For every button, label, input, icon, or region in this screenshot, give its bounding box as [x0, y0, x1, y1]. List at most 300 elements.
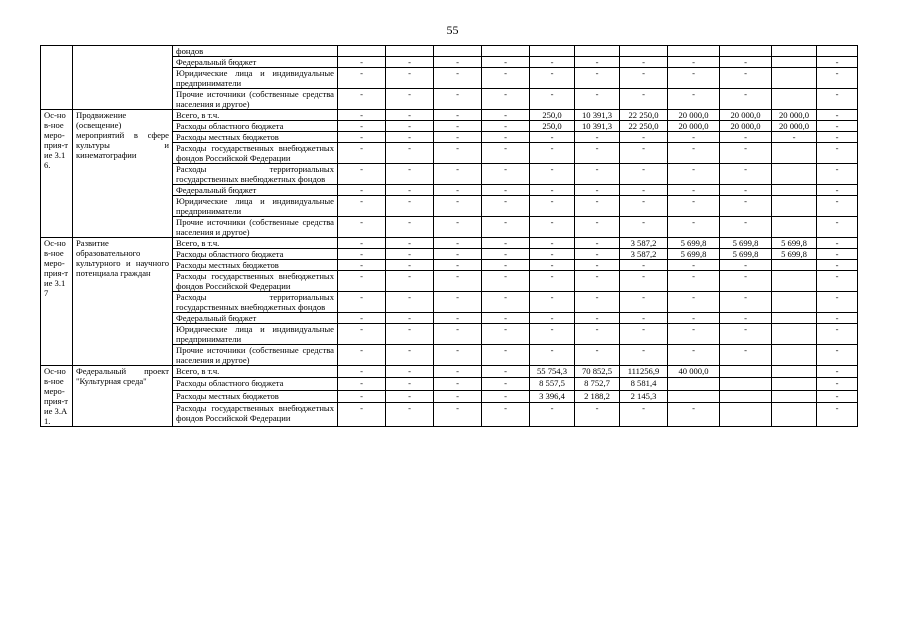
value-cell: 10 391,3 [575, 110, 620, 121]
value-cell: - [530, 196, 575, 217]
value-cell: - [817, 196, 858, 217]
value-cell: - [482, 378, 530, 390]
event-status-cell: Ос-нов-ное меро-прия-тие 3.17 [41, 238, 73, 366]
table-row [41, 46, 858, 57]
value-cell: - [434, 249, 482, 260]
value-cell: 250,0 [530, 110, 575, 121]
value-cell [720, 390, 772, 402]
value-cell [772, 46, 817, 57]
value-cell: 5 699,8 [772, 249, 817, 260]
value-cell: - [668, 271, 720, 292]
funding-source-cell: Расходы местных бюджетов [173, 132, 338, 143]
value-cell: - [434, 185, 482, 196]
value-cell: 55 754,3 [530, 366, 575, 378]
value-cell: - [575, 196, 620, 217]
value-cell: - [338, 249, 386, 260]
value-cell: - [434, 292, 482, 313]
value-cell: - [338, 390, 386, 402]
value-cell: - [620, 217, 668, 238]
value-cell: - [338, 403, 386, 427]
value-cell: - [817, 217, 858, 238]
event-name-cell: Федеральный проект "Культурная среда" [73, 366, 173, 427]
value-cell: - [482, 217, 530, 238]
value-cell: - [434, 57, 482, 68]
value-cell: - [338, 378, 386, 390]
value-cell [772, 185, 817, 196]
value-cell: - [575, 403, 620, 427]
value-cell: - [817, 403, 858, 427]
value-cell: - [386, 260, 434, 271]
value-cell [720, 46, 772, 57]
value-cell: - [817, 185, 858, 196]
value-cell: - [620, 196, 668, 217]
value-cell: - [338, 110, 386, 121]
value-cell: - [575, 260, 620, 271]
value-cell: - [386, 249, 434, 260]
value-cell: - [817, 121, 858, 132]
value-cell: - [720, 164, 772, 185]
value-cell: 5 699,8 [772, 238, 817, 249]
value-cell: - [575, 217, 620, 238]
value-cell: 8 752,7 [575, 378, 620, 390]
value-cell: - [817, 110, 858, 121]
value-cell: - [817, 345, 858, 366]
value-cell: - [817, 249, 858, 260]
value-cell: - [434, 403, 482, 427]
value-cell [434, 46, 482, 57]
value-cell: - [720, 260, 772, 271]
value-cell: - [434, 121, 482, 132]
value-cell: - [620, 403, 668, 427]
value-cell: - [575, 143, 620, 164]
event-name-cell [73, 46, 173, 110]
value-cell: - [338, 89, 386, 110]
value-cell [720, 403, 772, 427]
funding-source-cell: Федеральный бюджет [173, 185, 338, 196]
value-cell: - [530, 143, 575, 164]
value-cell: - [575, 89, 620, 110]
value-cell: - [434, 196, 482, 217]
value-cell [668, 378, 720, 390]
value-cell: - [482, 292, 530, 313]
value-cell: - [482, 345, 530, 366]
value-cell: - [530, 57, 575, 68]
value-cell [772, 89, 817, 110]
value-cell: 3 587,2 [620, 249, 668, 260]
value-cell: - [668, 260, 720, 271]
funding-source-cell: Всего, в т.ч. [173, 110, 338, 121]
value-cell: - [482, 271, 530, 292]
value-cell: 5 699,8 [720, 249, 772, 260]
value-cell: - [482, 238, 530, 249]
value-cell: - [386, 378, 434, 390]
value-cell: - [434, 313, 482, 324]
value-cell: - [530, 89, 575, 110]
funding-source-cell: Расходы государственных внебюджетных фондов Российской Федерации [173, 403, 338, 427]
value-cell: - [434, 143, 482, 164]
value-cell: - [338, 366, 386, 378]
value-cell [772, 313, 817, 324]
value-cell: - [817, 68, 858, 89]
value-cell: - [386, 292, 434, 313]
funding-source-cell: Федеральный бюджет [173, 313, 338, 324]
value-cell: - [338, 271, 386, 292]
value-cell: - [434, 89, 482, 110]
value-cell: - [338, 164, 386, 185]
value-cell: - [386, 403, 434, 427]
value-cell: - [482, 185, 530, 196]
value-cell: - [386, 196, 434, 217]
value-cell: - [386, 68, 434, 89]
funding-source-cell: Всего, в т.ч. [173, 238, 338, 249]
value-cell: - [720, 143, 772, 164]
value-cell: 2 145,3 [620, 390, 668, 402]
value-cell: - [434, 217, 482, 238]
funding-source-cell: Расходы областного бюджета [173, 249, 338, 260]
value-cell: - [530, 164, 575, 185]
value-cell: - [668, 57, 720, 68]
value-cell: - [668, 313, 720, 324]
funding-source-cell: Юридические лица и индивидуальные предприниматели [173, 324, 338, 345]
value-cell: - [817, 313, 858, 324]
value-cell: - [620, 260, 668, 271]
value-cell: 70 852,5 [575, 366, 620, 378]
funding-source-cell: Всего, в т.ч. [173, 366, 338, 378]
value-cell: - [530, 271, 575, 292]
funding-source-cell: Юридические лица и индивидуальные предприниматели [173, 68, 338, 89]
value-cell: - [530, 403, 575, 427]
value-cell: - [575, 57, 620, 68]
value-cell: - [434, 324, 482, 345]
value-cell [772, 403, 817, 427]
value-cell: - [434, 345, 482, 366]
value-cell: - [620, 68, 668, 89]
value-cell: - [668, 132, 720, 143]
value-cell: - [530, 324, 575, 345]
value-cell: - [338, 313, 386, 324]
value-cell: - [720, 89, 772, 110]
value-cell: - [817, 143, 858, 164]
value-cell: - [386, 238, 434, 249]
value-cell [772, 292, 817, 313]
value-cell: - [720, 217, 772, 238]
value-cell: - [620, 57, 668, 68]
value-cell: - [817, 260, 858, 271]
value-cell [772, 217, 817, 238]
value-cell: - [817, 89, 858, 110]
value-cell: - [434, 390, 482, 402]
value-cell: - [668, 164, 720, 185]
value-cell: - [668, 185, 720, 196]
value-cell: - [434, 132, 482, 143]
value-cell: - [620, 164, 668, 185]
value-cell: - [817, 292, 858, 313]
value-cell: - [575, 68, 620, 89]
value-cell: 5 699,8 [668, 249, 720, 260]
value-cell [720, 378, 772, 390]
value-cell: - [620, 345, 668, 366]
value-cell: - [620, 89, 668, 110]
value-cell: - [434, 68, 482, 89]
value-cell: - [530, 185, 575, 196]
value-cell: - [434, 366, 482, 378]
value-cell: - [668, 196, 720, 217]
value-cell: - [386, 313, 434, 324]
value-cell: - [482, 132, 530, 143]
value-cell: - [530, 68, 575, 89]
value-cell: - [482, 249, 530, 260]
value-cell: - [817, 271, 858, 292]
value-cell: 5 699,8 [720, 238, 772, 249]
funding-source-cell: Расходы областного бюджета [173, 121, 338, 132]
value-cell: - [338, 121, 386, 132]
value-cell: - [620, 143, 668, 164]
value-cell: - [620, 185, 668, 196]
value-cell: - [482, 403, 530, 427]
value-cell [772, 378, 817, 390]
value-cell: 22 250,0 [620, 121, 668, 132]
value-cell: 8 557,5 [530, 378, 575, 390]
value-cell: - [668, 89, 720, 110]
value-cell: - [575, 185, 620, 196]
value-cell: - [386, 89, 434, 110]
value-cell [772, 260, 817, 271]
value-cell: 3 396,4 [530, 390, 575, 402]
value-cell [668, 390, 720, 402]
value-cell: - [434, 238, 482, 249]
value-cell [772, 196, 817, 217]
value-cell: - [575, 132, 620, 143]
value-cell: - [338, 324, 386, 345]
value-cell: - [620, 132, 668, 143]
value-cell: 10 391,3 [575, 121, 620, 132]
value-cell: - [386, 132, 434, 143]
value-cell: - [482, 143, 530, 164]
value-cell: 5 699,8 [668, 238, 720, 249]
funding-source-cell: Расходы территориальных государственных внебюджетных фондов [173, 164, 338, 185]
event-status-cell: Ос-нов-ное меро-прия-тие 3.А1. [41, 366, 73, 427]
value-cell: - [720, 313, 772, 324]
value-cell [530, 46, 575, 57]
value-cell: - [720, 68, 772, 89]
value-cell [338, 46, 386, 57]
value-cell: - [668, 292, 720, 313]
value-cell [772, 390, 817, 402]
value-cell: 20 000,0 [772, 110, 817, 121]
value-cell: - [668, 403, 720, 427]
value-cell: - [434, 164, 482, 185]
value-cell: 250,0 [530, 121, 575, 132]
value-cell: - [386, 164, 434, 185]
value-cell: 20 000,0 [668, 121, 720, 132]
value-cell: - [620, 271, 668, 292]
value-cell: - [386, 366, 434, 378]
value-cell: 40 000,0 [668, 366, 720, 378]
value-cell: - [338, 68, 386, 89]
value-cell: - [530, 132, 575, 143]
value-cell: - [338, 57, 386, 68]
value-cell: - [482, 68, 530, 89]
value-cell: - [817, 366, 858, 378]
value-cell: - [482, 164, 530, 185]
value-cell [772, 143, 817, 164]
value-cell [772, 324, 817, 345]
value-cell: - [482, 313, 530, 324]
value-cell: - [530, 238, 575, 249]
value-cell: - [386, 121, 434, 132]
value-cell: 20 000,0 [720, 110, 772, 121]
value-cell [772, 366, 817, 378]
value-cell: - [338, 260, 386, 271]
value-cell [772, 164, 817, 185]
value-cell: - [338, 238, 386, 249]
value-cell: - [575, 249, 620, 260]
event-status-cell: Ос-нов-ное меро-прия-тие 3.16. [41, 110, 73, 238]
value-cell: - [620, 313, 668, 324]
value-cell: - [482, 260, 530, 271]
funding-source-cell: фондов [173, 46, 338, 57]
value-cell [772, 57, 817, 68]
value-cell [720, 366, 772, 378]
value-cell: - [338, 132, 386, 143]
value-cell: - [482, 324, 530, 345]
event-status-cell [41, 46, 73, 110]
value-cell: - [434, 110, 482, 121]
value-cell: - [386, 345, 434, 366]
value-cell: - [720, 324, 772, 345]
table-body [41, 46, 858, 427]
value-cell [817, 46, 858, 57]
value-cell: - [434, 271, 482, 292]
value-cell: - [817, 238, 858, 249]
value-cell: - [575, 324, 620, 345]
value-cell: - [668, 345, 720, 366]
value-cell: - [720, 185, 772, 196]
value-cell: - [720, 271, 772, 292]
value-cell: - [575, 238, 620, 249]
value-cell: - [482, 57, 530, 68]
value-cell: - [482, 366, 530, 378]
value-cell: - [668, 68, 720, 89]
value-cell: - [817, 164, 858, 185]
value-cell: - [668, 143, 720, 164]
value-cell [386, 46, 434, 57]
value-cell: 20 000,0 [772, 121, 817, 132]
value-cell: - [482, 196, 530, 217]
value-cell: 22 250,0 [620, 110, 668, 121]
value-cell: - [575, 271, 620, 292]
value-cell: - [338, 292, 386, 313]
value-cell: - [575, 313, 620, 324]
value-cell: - [575, 292, 620, 313]
funding-source-cell: Юридические лица и индивидуальные предприниматели [173, 196, 338, 217]
value-cell: 111256,9 [620, 366, 668, 378]
value-cell: - [720, 196, 772, 217]
value-cell [575, 46, 620, 57]
table-row [41, 366, 858, 378]
value-cell: 3 587,2 [620, 238, 668, 249]
funding-source-cell: Прочие источники (собственные средства населения и другое) [173, 345, 338, 366]
value-cell [772, 271, 817, 292]
funding-source-cell: Расходы государственных внебюджетных фондов Российской Федерации [173, 271, 338, 292]
value-cell: - [386, 271, 434, 292]
value-cell: - [575, 345, 620, 366]
funding-source-cell: Расходы областного бюджета [173, 378, 338, 390]
value-cell: - [386, 324, 434, 345]
value-cell [482, 46, 530, 57]
table-row [41, 110, 858, 121]
funding-source-cell: Федеральный бюджет [173, 57, 338, 68]
funding-source-cell: Расходы государственных внебюджетных фондов Российской Федерации [173, 143, 338, 164]
value-cell: - [772, 132, 817, 143]
budget-table [40, 45, 858, 427]
funding-source-cell: Прочие источники (собственные средства населения и другое) [173, 89, 338, 110]
page-number: 55 [446, 23, 459, 37]
value-cell: - [338, 196, 386, 217]
value-cell: - [386, 143, 434, 164]
value-cell: - [620, 324, 668, 345]
value-cell: - [386, 390, 434, 402]
value-cell: - [817, 378, 858, 390]
value-cell: - [530, 345, 575, 366]
value-cell: - [817, 57, 858, 68]
value-cell [772, 68, 817, 89]
value-cell: - [668, 324, 720, 345]
value-cell: - [482, 121, 530, 132]
value-cell: - [338, 345, 386, 366]
value-cell: - [386, 110, 434, 121]
value-cell: 2 188,2 [575, 390, 620, 402]
value-cell: - [338, 217, 386, 238]
event-name-cell: Развитие образовательного культурного и научного потенциала граждан [73, 238, 173, 366]
value-cell: - [482, 390, 530, 402]
value-cell: - [530, 260, 575, 271]
value-cell: - [386, 185, 434, 196]
table-row [41, 238, 858, 249]
value-cell: - [482, 89, 530, 110]
value-cell: - [720, 132, 772, 143]
value-cell: - [817, 132, 858, 143]
value-cell: - [720, 292, 772, 313]
value-cell: - [620, 292, 668, 313]
value-cell: - [530, 313, 575, 324]
value-cell: - [530, 249, 575, 260]
value-cell: - [530, 217, 575, 238]
funding-source-cell: Расходы местных бюджетов [173, 390, 338, 402]
funding-source-cell: Прочие источники (собственные средства населения и другое) [173, 217, 338, 238]
value-cell: - [530, 292, 575, 313]
event-name-cell: Продвижение (освещение) мероприятий в сфере культуры и кинематографии [73, 110, 173, 238]
funding-source-cell: Расходы местных бюджетов [173, 260, 338, 271]
value-cell: - [720, 57, 772, 68]
value-cell [668, 46, 720, 57]
value-cell: - [720, 345, 772, 366]
value-cell: - [817, 324, 858, 345]
value-cell: 8 581,4 [620, 378, 668, 390]
value-cell: - [338, 143, 386, 164]
value-cell: - [338, 185, 386, 196]
value-cell [620, 46, 668, 57]
value-cell: - [386, 217, 434, 238]
value-cell [772, 345, 817, 366]
value-cell: - [434, 260, 482, 271]
value-cell: 20 000,0 [668, 110, 720, 121]
funding-source-cell: Расходы территориальных государственных внебюджетных фондов [173, 292, 338, 313]
value-cell: 20 000,0 [720, 121, 772, 132]
value-cell: - [482, 110, 530, 121]
value-cell: - [817, 390, 858, 402]
value-cell: - [575, 164, 620, 185]
